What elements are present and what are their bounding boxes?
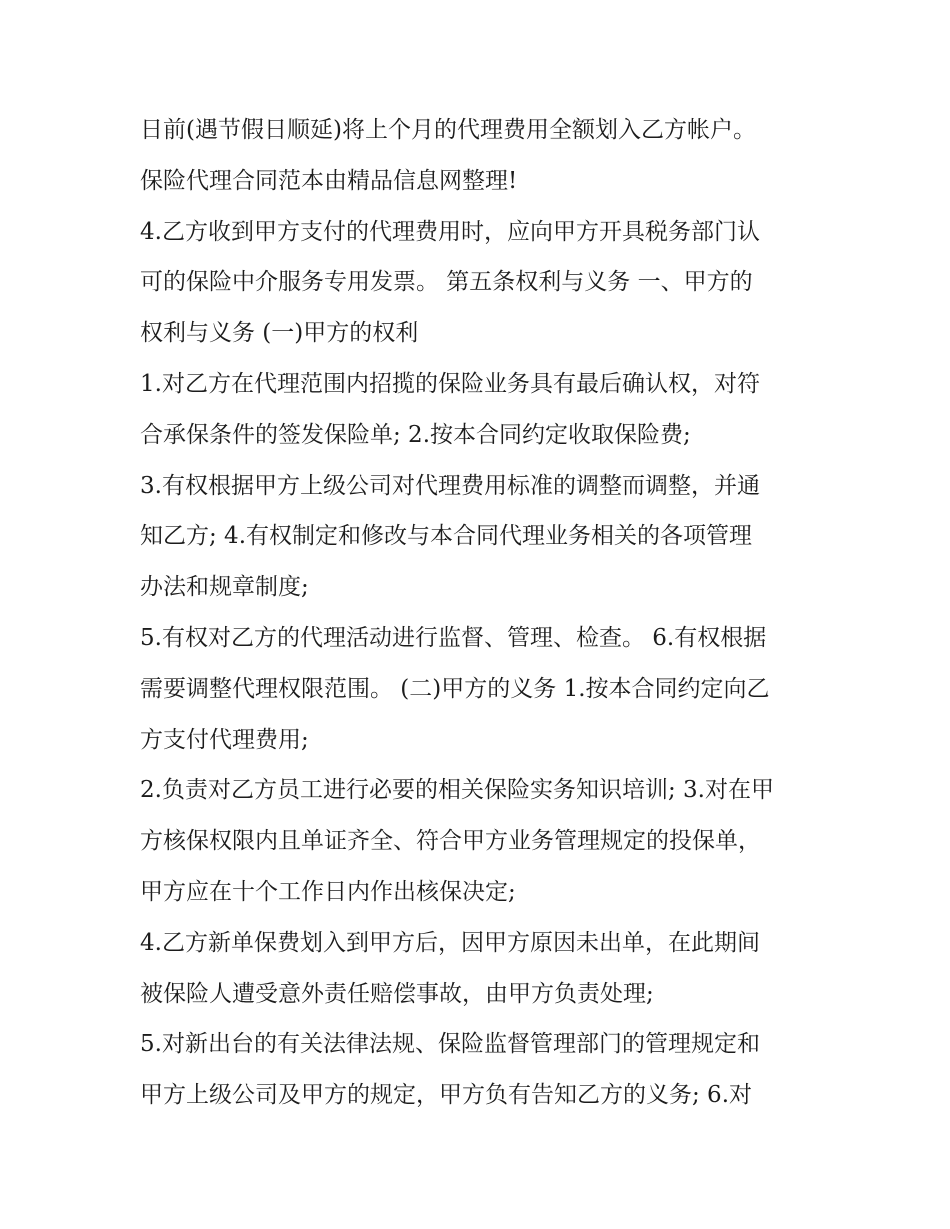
text-line: 甲方应在十个工作日内作出核保决定; [140,878,516,905]
text-line: 可的保险中介服务专用发票。 第五条权利与义务 一、甲方的 [140,269,753,296]
text-line: 合承保条件的签发保险单; 2.按本合同约定收取保险费; [140,421,691,448]
text-line: 5.有权对乙方的代理活动进行监督、管理、检查。 6.有权根据 [140,624,767,651]
text-line: 4.乙方新单保费划入到甲方后，因甲方原因未出单，在此期间 [140,929,760,956]
text-line: 被保险人遭受意外责任赔偿事故，由甲方负责处理; [140,980,654,1007]
contract-text [140,105,820,1121]
text-line: 办法和规章制度; [140,574,309,601]
text-line: 5.对新出台的有关法律法规、保险监督管理部门的管理规定和 [140,1031,760,1058]
text-line: 3.有权根据甲方上级公司对代理费用标准的调整而调整，并通 [140,472,760,499]
text-line: 2.负责对乙方员工进行必要的相关保险实务知识培训; 3.对在甲 [140,777,774,804]
text-line: 权利与义务 (一)甲方的权利 [140,320,419,347]
text-line: 方支付代理费用; [140,726,309,753]
text-line: 方核保权限内且单证齐全、符合甲方业务管理规定的投保单， [140,828,761,855]
text-line: 日前(遇节假日顺延)将上个月的代理费用全额划入乙方帐户。 [140,117,756,143]
text-line: 4.乙方收到甲方支付的代理费用时，应向甲方开具税务部门认 [140,218,760,245]
text-line: 1.对乙方在代理范围内招揽的保险业务具有最后确认权，对符 [140,370,760,397]
text-line: 甲方上级公司及甲方的规定，甲方负有告知乙方的义务; 6.对 [140,1082,753,1109]
text-line: 需要调整代理权限范围。 (二)甲方的义务 1.按本合同约定向乙 [140,675,770,702]
text-line: 知乙方; 4.有权制定和修改与本合同代理业务相关的各项管理 [140,523,753,550]
text-line: 保险代理合同范本由精品信息网整理! [140,167,518,194]
